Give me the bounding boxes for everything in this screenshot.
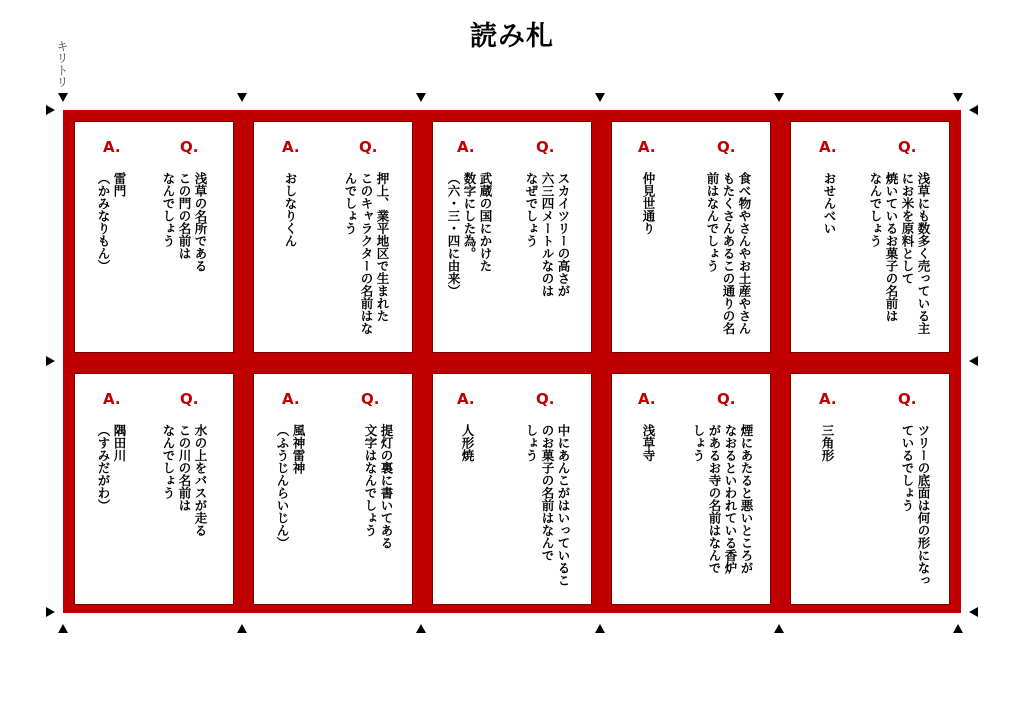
question-text: ツリーの底面は何の形になっ ているでしょう — [900, 424, 931, 587]
card-10 — [790, 373, 950, 605]
card-1 — [74, 121, 234, 353]
cut-mark-bottom — [774, 624, 784, 633]
answer-label: A. — [638, 390, 656, 408]
answer-text: 三角形 — [820, 424, 835, 462]
card-6 — [74, 373, 234, 605]
answer-text: 武蔵の国にかけた 数字にした為。 （六・三・四に由来） — [446, 172, 493, 297]
answer-label: A. — [282, 138, 300, 156]
card-8 — [432, 373, 592, 605]
question-label: Q. — [361, 390, 380, 408]
cut-mark-bottom — [416, 624, 426, 633]
question-label: Q. — [180, 390, 199, 408]
answer-text: おしなりくん — [283, 172, 298, 247]
question-label: Q. — [717, 390, 736, 408]
question-text: 中にあんこがはいっているこ のお菓子の名前はなんで しょう — [524, 424, 571, 587]
cut-mark-bottom — [953, 624, 963, 633]
card-sheet — [63, 110, 961, 613]
answer-text: 雷門 （かみなりもん） — [96, 172, 127, 272]
cut-mark-top — [595, 93, 605, 102]
question-text: 提灯の裏に書いてある 文字はなんでしょう — [363, 424, 394, 549]
answer-label: A. — [282, 390, 300, 408]
question-label: Q. — [898, 390, 917, 408]
answer-label: A. — [103, 138, 121, 156]
cut-mark-top — [774, 93, 784, 102]
question-text: スカイツリーの高さが 六三四メートルなのは なぜでしょう — [524, 172, 571, 297]
cut-mark-top — [58, 93, 68, 102]
cut-mark-bottom — [237, 624, 247, 633]
question-text: 水の上をバスが走る この川の名前は なんでしょう — [161, 424, 208, 537]
question-label: Q. — [898, 138, 917, 156]
answer-text: 人形焼 — [460, 424, 475, 462]
answer-text: おせんべい — [822, 172, 837, 235]
answer-label: A. — [638, 138, 656, 156]
cut-mark-top — [237, 93, 247, 102]
cut-mark-bottom — [595, 624, 605, 633]
answer-label: A. — [457, 390, 475, 408]
cut-mark-right — [969, 356, 978, 366]
card-4 — [611, 121, 771, 353]
answer-label: A. — [103, 390, 121, 408]
question-text: 浅草にも数多く売っている主 にお米を原料として 焼いているお菓子の名前は なんでしょう — [868, 172, 931, 335]
card-9 — [611, 373, 771, 605]
question-label: Q. — [359, 138, 378, 156]
card-7 — [253, 373, 413, 605]
answer-label: A. — [819, 390, 837, 408]
question-text: 食べ物やさんやお土産やさん もたくさんあるこの通りの名 前はなんでしょう — [705, 172, 752, 335]
page-title: 読み札 — [470, 21, 554, 52]
cut-mark-left — [46, 105, 55, 115]
cut-mark-top — [416, 93, 426, 102]
cut-mark-left — [46, 356, 55, 366]
cut-line-label: キリトリ — [55, 40, 69, 88]
question-text: 押上、業平地区で生まれた このキャラクターの名前はな んでしょう — [343, 172, 390, 335]
question-text: 煙にあたると悪いところが なおるといわれている香炉 があるお寺の名前はなんで しょう — [691, 424, 754, 574]
question-label: Q. — [180, 138, 199, 156]
answer-text: 浅草寺 — [641, 424, 656, 462]
cut-mark-right — [969, 105, 978, 115]
cut-mark-left — [46, 607, 55, 617]
cut-mark-bottom — [58, 624, 68, 633]
card-2 — [253, 121, 413, 353]
question-label: Q. — [536, 390, 555, 408]
answer-text: 隅田川 （すみだがわ） — [96, 424, 127, 512]
cut-mark-right — [969, 607, 978, 617]
answer-label: A. — [819, 138, 837, 156]
answer-label: A. — [457, 138, 475, 156]
cut-mark-top — [953, 93, 963, 102]
card-3 — [432, 121, 592, 353]
question-text: 浅草の名所である この門の名前は なんでしょう — [161, 172, 208, 272]
question-label: Q. — [536, 138, 555, 156]
answer-text: 風神雷神 （ふうじんらいじん） — [275, 424, 306, 549]
card-5 — [790, 121, 950, 353]
question-label: Q. — [717, 138, 736, 156]
answer-text: 仲見世通り — [641, 172, 656, 235]
